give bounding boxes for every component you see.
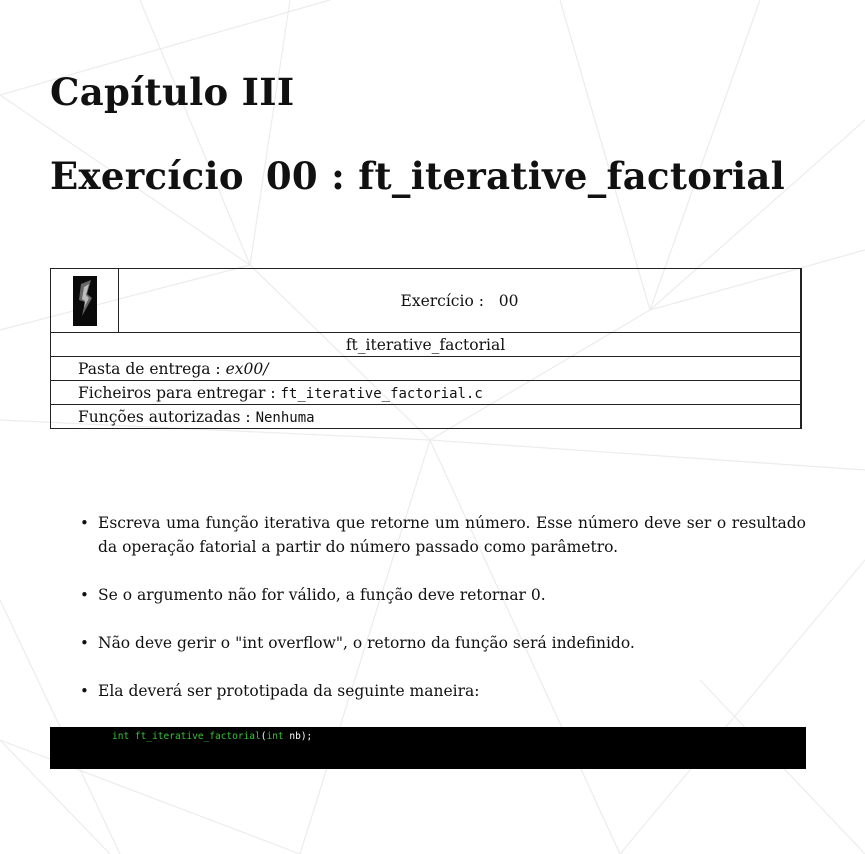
exercise-heading-name: ft_iterative_factorial <box>358 154 785 198</box>
files-to-turn-in-value: ft_iterative_factorial.c <box>280 385 483 402</box>
allowed-functions-value: Nenhuma <box>255 409 315 426</box>
allowed-functions-label: Funções autorizadas : <box>78 407 251 426</box>
exercise-heading <box>50 154 785 198</box>
files-to-turn-in-row <box>51 381 802 405</box>
instruction-item <box>78 583 806 607</box>
instruction-item <box>78 511 806 559</box>
exercise-heading-separator: : <box>331 154 346 198</box>
instruction-text: Escreva uma função iterativa que retorne um número. Esse número deve ser o resultado da operação fatorial a partir do número passado como parâmetro. <box>98 514 806 556</box>
code-prototype-block <box>50 727 806 769</box>
code-param-rest: nb); <box>283 731 313 742</box>
instruction-text: Se o argumento não for válido, a função deve retornar 0. <box>98 586 546 604</box>
logo-icon <box>73 276 97 326</box>
instruction-text: Não deve gerir o "int overflow", o retorno da função será indefinido. <box>98 634 635 652</box>
code-param-type: int <box>266 731 284 742</box>
instructions-list <box>78 511 806 727</box>
files-to-turn-in-label: Ficheiros para entregar : <box>78 383 276 402</box>
bullet-icon: • <box>80 514 89 532</box>
chapter-title: Capítulo III <box>50 70 295 114</box>
exercise-logo-cell <box>51 269 119 333</box>
exercise-name-cell: ft_iterative_factorial <box>51 333 802 357</box>
code-function-name: ft_iterative_factorial <box>134 731 261 742</box>
turn-in-directory-value: ex00/ <box>225 359 269 378</box>
allowed-functions-row <box>51 405 802 429</box>
instruction-item <box>78 631 806 655</box>
bullet-icon: • <box>80 634 89 652</box>
exercise-header-cell <box>119 269 802 333</box>
code-type-keyword: int <box>112 731 130 742</box>
exercise-heading-number: 00 <box>265 154 318 198</box>
turn-in-directory-row <box>51 357 802 381</box>
exercise-header-label: Exercício : <box>400 291 484 310</box>
turn-in-directory-label: Pasta de entrega : <box>78 359 221 378</box>
bullet-icon: • <box>80 682 89 700</box>
instruction-text: Ela deverá ser prototipada da seguinte maneira: <box>98 682 480 700</box>
bullet-icon: • <box>80 586 89 604</box>
code-open-paren: ( <box>260 731 267 742</box>
exercise-header-number: 00 <box>498 291 519 310</box>
exercise-heading-word: Exercício <box>50 154 244 198</box>
exercise-info-table <box>50 268 802 429</box>
instruction-item <box>78 679 806 703</box>
